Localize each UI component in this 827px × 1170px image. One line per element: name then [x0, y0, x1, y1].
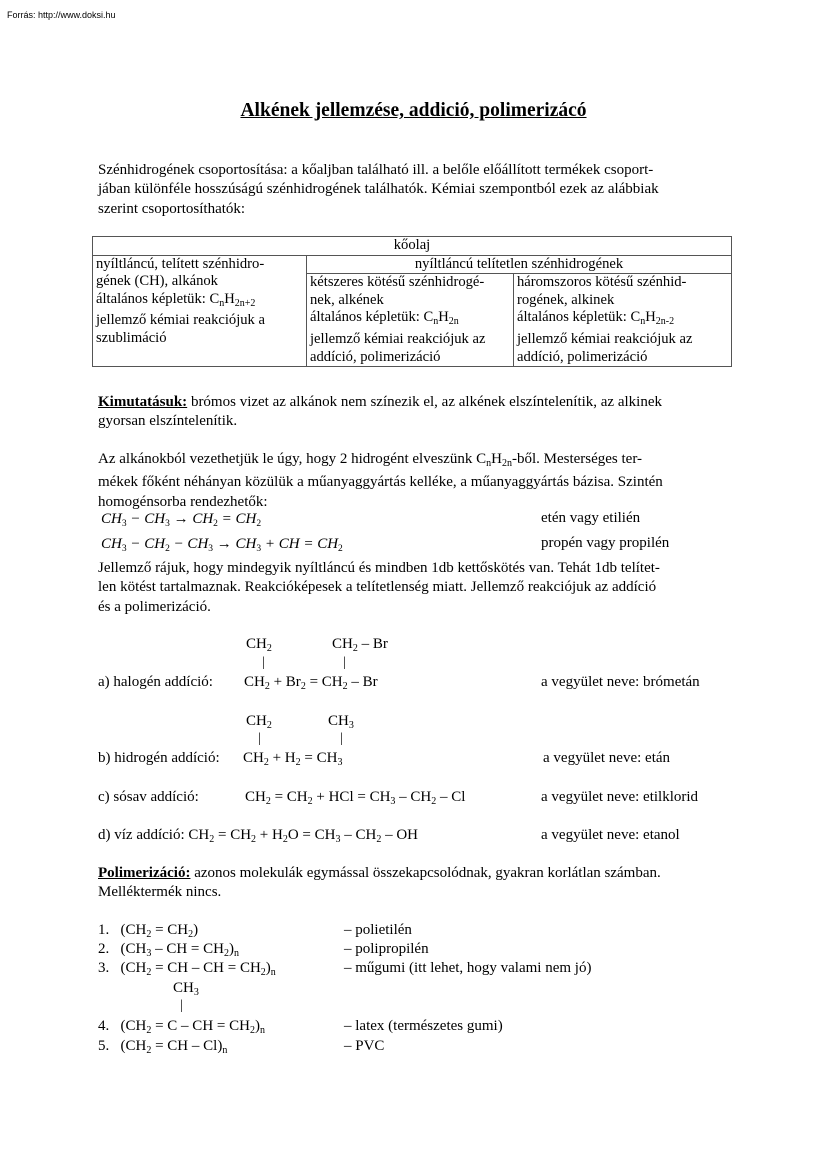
property-paragraph: Jellemző rájuk, hogy mindegyik nyíltláncú és mindben 1db kettőskötés van. Tehát 1db telítet- len kötést tartalmaznak. Reakcióképesek a telítetlenség miatt. Jellemző reakciójuk az addíció és a polimerizáció.: [98, 560, 660, 615]
reaction-c-result: a vegyület neve: etilklorid: [541, 789, 699, 805]
reaction-a-label: a) halogén addíció:: [98, 674, 213, 690]
equation-propene: $CH_3 - CH_2 - CH_3 \to CH_3$ + CH = $CH_2$: [101, 536, 343, 554]
reaction-a-top-right: $CH_2$ – Br: [332, 636, 388, 654]
intro-line-2: jában különféle hosszúságú szénhidrogének találhatók. Kémiai szempontból ezek az alábbiak: [98, 181, 659, 198]
reaction-b-result: a vegyület neve: etán: [543, 750, 671, 766]
reaction-a-equation: $CH_2 + Br_2 = CH_2 - Br$: [244, 674, 378, 692]
list-item: 3. ($CH_2$ = CH – CH = $CH_2)_n$: [98, 960, 276, 978]
list-item-name: – PVC: [344, 1038, 385, 1054]
detection-label: Kimutatásuk:: [98, 394, 188, 410]
table-cell-alkanes: nyíltláncú, telített szénhidro- gének (CH), alkánok általános képletük: $C_nH_{2n+2}$ jellemző kémiai reakciójuk a szublimáció: [93, 255, 307, 367]
reaction-a-top-left: $CH_2$: [246, 636, 272, 654]
list-item-name: – polipropilén: [344, 941, 429, 957]
bond-line: |: [262, 655, 265, 670]
table-unsaturated-header: nyíltláncú telítetlen szénhidrogének: [307, 255, 732, 274]
polymer-paragraph: Polimerizáció: azonos molekulák egymással összekapcsolódnak, gyakran korlátlan számban. Melléktermék nincs.: [98, 865, 661, 901]
reaction-a-result: a vegyület neve: brómetán: [541, 674, 700, 690]
derivation-paragraph: Az alkánokból vezethetjük le úgy, hogy 2 hidrogént elveszünk $C_nH_{2n}$-ből. Mesterséges ter- mékek főként néhányan közülük a műanyaggyártás kelléke, a műanyaggyártás bázisa. Szintén homogénsorba rendezhetők:: [98, 451, 663, 510]
list-item-name: – latex (természetes gumi): [344, 1018, 503, 1034]
list-item: 1. $(CH_2 = CH_2)$: [98, 922, 199, 940]
detection-paragraph: Kimutatásuk: brómos vizet az alkánok nem színezik el, az alkének elszíntelenítik, az alkinek gyorsan elszíntelenítik.: [98, 394, 662, 430]
list-item: 5. ($CH_2$ = CH – $Cl)_n$: [98, 1038, 228, 1056]
reaction-b-label: b) hidrogén addíció:: [98, 750, 220, 766]
classification-table: [92, 236, 732, 367]
list-item: 4. ($CH_2 = C$ – CH = $CH_2)_n$: [98, 1018, 265, 1036]
bond-line: |: [343, 655, 346, 670]
equation-propene-name: propén vagy propilén: [541, 535, 670, 551]
list-item: 2. ($CH_3$ – CH = $CH_2)_n$: [98, 941, 239, 959]
reaction-d-row: d) víz addíció: $CH_2 = CH_2 + H_2O = CH_3 - CH_2$ – OH: [98, 827, 418, 845]
reaction-b-equation: $CH_2 + H_2 = CH_3$: [243, 750, 343, 768]
list-item-name: – polietilén: [344, 922, 412, 938]
bond-line: |: [180, 998, 183, 1013]
table-header: kőolaj: [93, 237, 732, 256]
equation-ethene: $CH_3 - CH_3 \to CH_2 = CH_2$: [101, 511, 262, 529]
bond-line: |: [340, 731, 343, 746]
reaction-d-result: a vegyület neve: etanol: [541, 827, 680, 843]
reaction-b-top-right: $CH_3$: [328, 713, 354, 731]
polymer-label: Polimerizáció:: [98, 865, 191, 881]
table-cell-alkynes: háromszoros kötésű szénhid- rogének, alkinek általános képletük: $C_nH_{2n-2}$ jellemző kémiai reakciójuk az addíció, polimerizáció: [514, 274, 732, 367]
intro-line-3: szerint csoportosíthatók:: [98, 200, 246, 217]
reaction-c-label: c) sósav addíció:: [98, 789, 199, 805]
list-item-name: – műgumi (itt lehet, hogy valami nem jó): [344, 960, 592, 976]
intro-paragraph: [98, 161, 659, 219]
table-cell-alkenes: kétszeres kötésű szénhidrogé- nek, alkének általános képletük: $C_nH_{2n}$ jellemző kémiai reakciójuk az addíció, polimerizáció: [307, 274, 514, 367]
intro-line-1: Szénhidrogének csoportosítása: a kőaljban található ill. a belőle előállított termékek csoport-: [98, 162, 654, 178]
page-title: Alkének jellemzése, addició, polimerizácó: [240, 100, 587, 121]
branch-methyl: $CH_3$: [173, 980, 199, 998]
reaction-c-equation: $CH_2 = CH_2$ + HCl = $CH_3 - CH_2$ – Cl: [245, 789, 466, 807]
equation-ethene-name: etén vagy etilién: [541, 510, 641, 526]
reaction-b-top-left: $CH_2$: [246, 713, 272, 731]
bond-line: |: [258, 731, 261, 746]
source-note: Forrás: http://www.doksi.hu: [7, 10, 116, 20]
